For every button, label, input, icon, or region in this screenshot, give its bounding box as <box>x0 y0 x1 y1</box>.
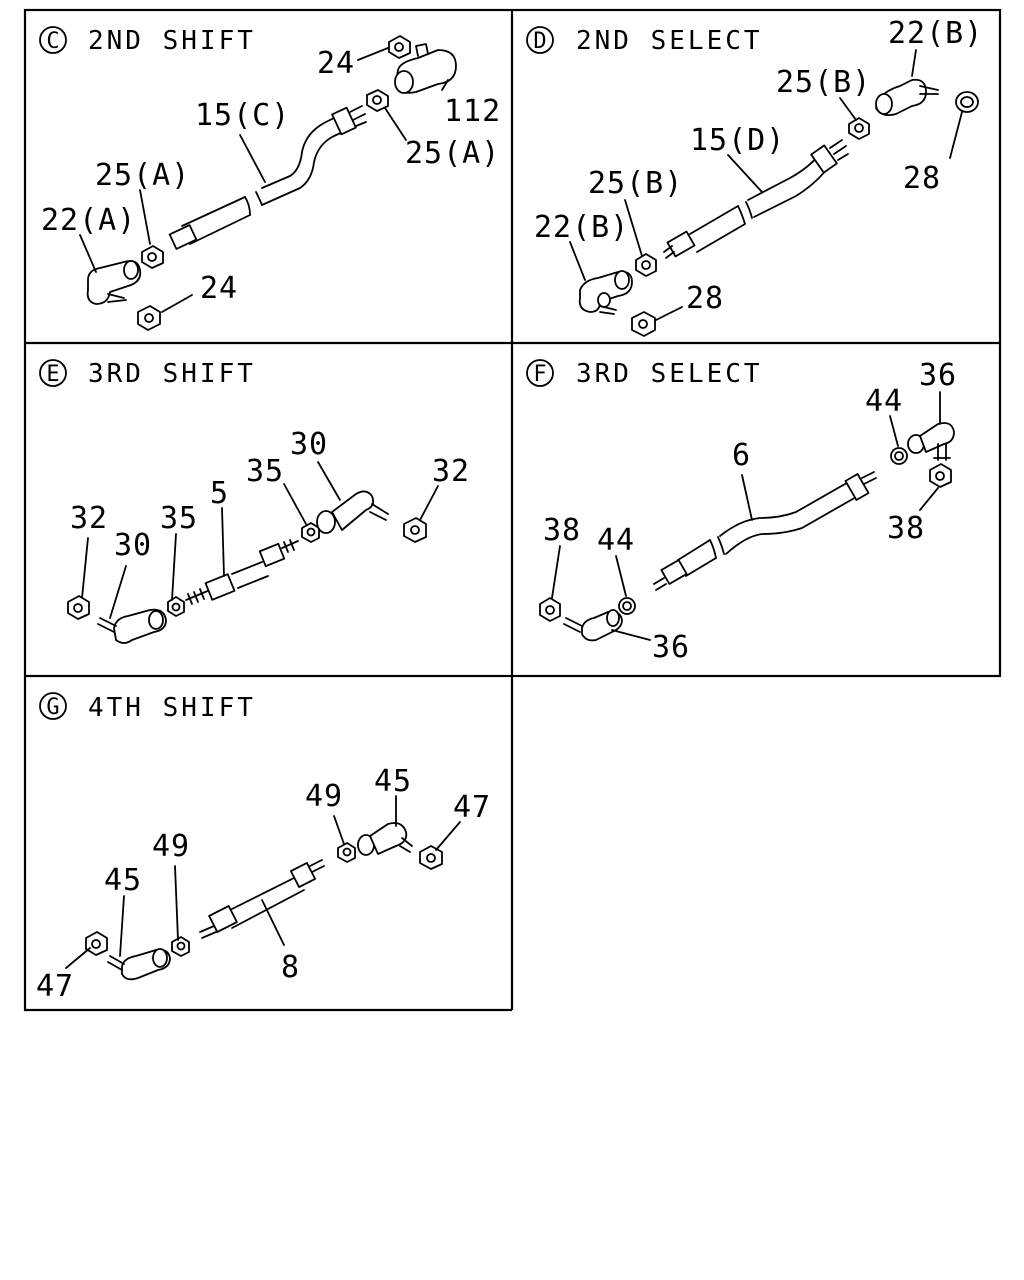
joint-36-left <box>564 610 622 640</box>
panel-c-letter: C <box>46 29 60 54</box>
callout-32-right: 32 <box>432 454 471 489</box>
callout-35-left: 35 <box>160 501 199 536</box>
callout-32-left: 32 <box>70 501 109 536</box>
callout-22b-top: 22(B) <box>888 16 984 51</box>
joint-30-left <box>98 610 166 643</box>
panel-c-header <box>40 26 256 56</box>
joint-36-right <box>908 423 954 460</box>
callout-28-bottom: 28 <box>686 281 725 316</box>
panel-g <box>36 693 491 1004</box>
nut-44-right <box>891 448 907 464</box>
callout-47-right: 47 <box>453 790 492 825</box>
nut-24-top <box>389 36 410 58</box>
nut-35-left <box>168 597 184 616</box>
nut-47-left <box>86 932 107 955</box>
nut-38-left <box>540 598 560 621</box>
joint-45-right <box>358 823 412 855</box>
panel-f-header <box>527 359 763 389</box>
callout-30-left: 30 <box>114 528 153 563</box>
panel-f <box>527 358 957 665</box>
panel-d-header <box>527 26 763 56</box>
callout-22b-left: 22(B) <box>534 210 630 245</box>
nut-49-left <box>172 937 189 956</box>
panel-f-letter: F <box>533 362 547 387</box>
nut-28-right <box>956 92 978 112</box>
callout-44-left: 44 <box>597 523 636 558</box>
callout-25a-left: 25(A) <box>95 158 191 193</box>
nut-25a-left <box>142 246 163 268</box>
callout-35-right: 35 <box>246 454 285 489</box>
nut-25b-right <box>849 118 869 139</box>
callout-49-right: 49 <box>305 779 344 814</box>
callout-5: 5 <box>210 476 230 511</box>
rod-6 <box>654 472 876 590</box>
nut-38-right <box>930 464 951 487</box>
callout-45-right: 45 <box>374 764 413 799</box>
callout-36-bottom: 36 <box>652 630 691 665</box>
callout-15d: 15(D) <box>690 123 786 158</box>
callout-44-right: 44 <box>865 384 904 419</box>
callout-45-left: 45 <box>104 863 143 898</box>
nut-24-bottom <box>138 306 160 330</box>
panel-e-letter: E <box>46 362 60 387</box>
panel-g-title: 4TH SHIFT <box>88 693 256 723</box>
joint-22b-left <box>580 271 632 314</box>
nut-47-right <box>420 846 442 869</box>
panel-g-labels <box>36 764 491 1004</box>
joint-22b-right <box>876 80 938 115</box>
panel-d-letter: D <box>533 29 547 54</box>
callout-112: 112 <box>444 94 502 129</box>
nut-25b-left <box>636 254 656 276</box>
panel-f-title: 3RD SELECT <box>576 359 763 389</box>
panel-e <box>40 359 470 643</box>
joint-45-left <box>108 949 170 979</box>
callout-47-left: 47 <box>36 969 75 1004</box>
callout-6: 6 <box>732 438 752 473</box>
callout-22a: 22(A) <box>41 203 137 238</box>
nut-44-left <box>619 598 635 614</box>
callout-25b-left: 25(B) <box>588 166 684 201</box>
callout-28-top: 28 <box>903 161 942 196</box>
panel-d-title: 2ND SELECT <box>576 26 763 56</box>
nut-35-right <box>302 523 319 542</box>
rod-5 <box>186 540 298 604</box>
callout-15c: 15(C) <box>195 98 291 133</box>
joint-22a <box>88 261 141 304</box>
panel-e-labels <box>70 427 470 563</box>
panel-e-title: 3RD SHIFT <box>88 359 256 389</box>
panel-c <box>40 26 501 330</box>
rod-8 <box>200 860 324 938</box>
nut-49-right <box>338 843 355 862</box>
callout-8: 8 <box>281 950 301 985</box>
callout-38-left: 38 <box>543 513 582 548</box>
panel-e-header <box>40 359 256 389</box>
panel-d <box>527 16 983 336</box>
panel-c-title: 2ND SHIFT <box>88 26 256 56</box>
callout-38-right: 38 <box>887 511 926 546</box>
nut-32-left <box>68 596 89 619</box>
panel-d-labels <box>534 16 983 316</box>
callout-25b-top: 25(B) <box>776 65 872 100</box>
callout-49-left: 49 <box>152 829 191 864</box>
callout-36-top: 36 <box>919 358 958 393</box>
panel-g-header <box>40 693 256 723</box>
nut-32-right <box>404 518 426 542</box>
nut-28-left <box>632 312 655 336</box>
joint-30-right <box>317 491 388 533</box>
callout-24-bottom: 24 <box>200 271 239 306</box>
panel-f-leaders <box>552 392 940 640</box>
callout-24-top: 24 <box>317 46 356 81</box>
callout-30-right: 30 <box>290 427 329 462</box>
callout-25a-right: 25(A) <box>405 136 501 171</box>
panel-g-letter: G <box>46 695 60 720</box>
